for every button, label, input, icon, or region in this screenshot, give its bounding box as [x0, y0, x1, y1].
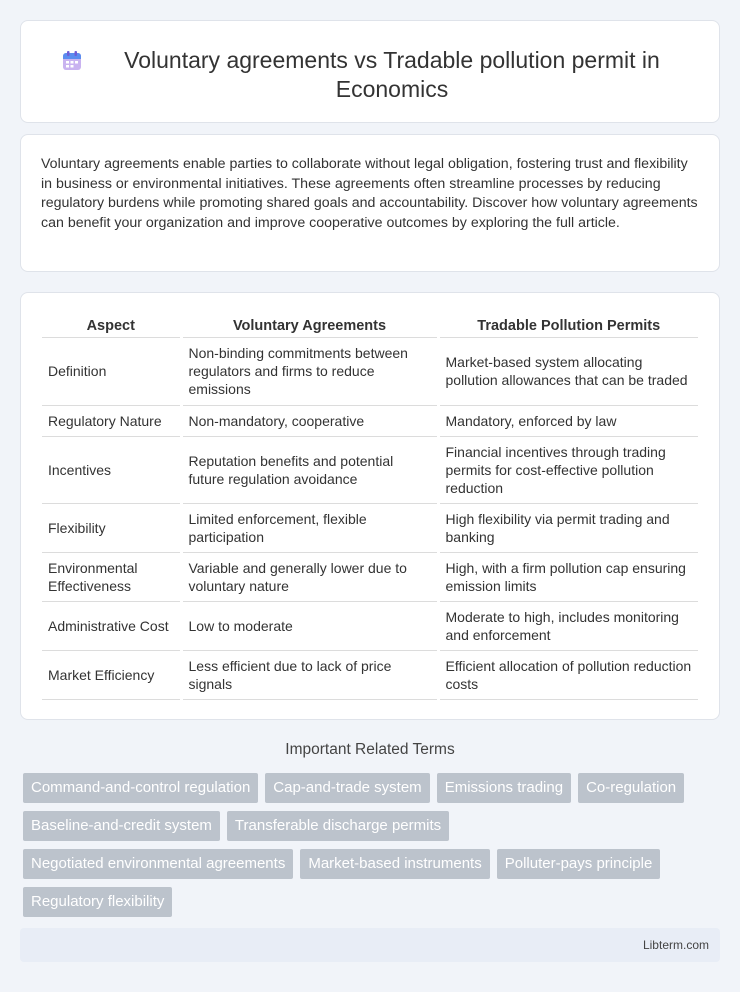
column-header: Tradable Pollution Permits: [438, 315, 698, 337]
table-cell: Moderate to high, includes monitoring and enforcement: [438, 601, 698, 650]
table-header-row: [42, 315, 698, 337]
related-term-tag[interactable]: Polluter-pays principle: [497, 849, 661, 879]
related-term-tag[interactable]: Command-and-control regulation: [23, 773, 258, 803]
table-cell: Environmental Effectiveness: [42, 552, 181, 601]
calendar-icon: [61, 50, 83, 72]
table-cell: High flexibility via permit trading and banking: [438, 503, 698, 552]
table-cell: High, with a firm pollution cap ensuring emission limits: [438, 552, 698, 601]
table-cell: Flexibility: [42, 503, 181, 552]
related-term-tag[interactable]: Transferable discharge permits: [227, 811, 449, 841]
description-card: [20, 134, 720, 272]
table-cell: Non-binding commitments between regulators and firms to reduce emissions: [181, 337, 438, 405]
related-term-tag[interactable]: Regulatory flexibility: [23, 887, 172, 917]
table-cell: Market-based system allocating pollution allowances that can be traded: [438, 337, 698, 405]
table-cell: Administrative Cost: [42, 601, 181, 650]
table-cell: Incentives: [42, 436, 181, 503]
table-cell: Market Efficiency: [42, 650, 181, 699]
related-term-tag[interactable]: Negotiated environmental agreements: [23, 849, 293, 879]
related-term-tag[interactable]: Co-regulation: [578, 773, 684, 803]
table-cell: Low to moderate: [181, 601, 438, 650]
footer: [20, 928, 720, 962]
table-cell: Non-mandatory, cooperative: [181, 405, 438, 436]
comparison-table: [42, 315, 698, 700]
table-row: [42, 337, 698, 405]
footer-site-link[interactable]: Libterm.com: [642, 938, 709, 952]
table-cell: Variable and generally lower due to voluntary nature: [181, 552, 438, 601]
description-text: Voluntary agreements enable parties to collaborate without legal obligation, fostering trust and flexibility in business or environmental initiatives. These agreements often streamline processes by reducing regulatory burdens while promoting shared goals and accountability. Discover how voluntary agreements can benefit your organization and improve cooperative outcomes by exploring the full article.: [41, 156, 698, 231]
column-header: Voluntary Agreements: [181, 315, 438, 337]
related-terms-list: [23, 773, 723, 917]
table-row: [42, 601, 698, 650]
related-term-tag[interactable]: Market-based instruments: [300, 849, 489, 879]
table-cell: Definition: [42, 337, 181, 405]
title-card: [20, 20, 720, 123]
table-cell: Limited enforcement, flexible participation: [181, 503, 438, 552]
related-term-tag[interactable]: Cap-and-trade system: [265, 773, 429, 803]
table-cell: Financial incentives through trading permits for cost-effective pollution reduction: [438, 436, 698, 503]
table-row: [42, 503, 698, 552]
table-row: [42, 650, 698, 699]
table-cell: Less efficient due to lack of price signals: [181, 650, 438, 699]
page-title: Voluntary agreements vs Tradable pollution permit in Economics: [124, 47, 660, 102]
table-cell: Mandatory, enforced by law: [438, 405, 698, 436]
related-terms-heading: Important Related Terms: [285, 741, 455, 758]
column-header: Aspect: [42, 315, 181, 337]
table-cell: Reputation benefits and potential future regulation avoidance: [181, 436, 438, 503]
table-row: [42, 436, 698, 503]
table-row: [42, 405, 698, 436]
table-row: [42, 552, 698, 601]
related-term-tag[interactable]: Baseline-and-credit system: [23, 811, 220, 841]
related-term-tag[interactable]: Emissions trading: [437, 773, 571, 803]
table-cell: Efficient allocation of pollution reduction costs: [438, 650, 698, 699]
table-cell: Regulatory Nature: [42, 405, 181, 436]
comparison-card: [20, 292, 720, 720]
